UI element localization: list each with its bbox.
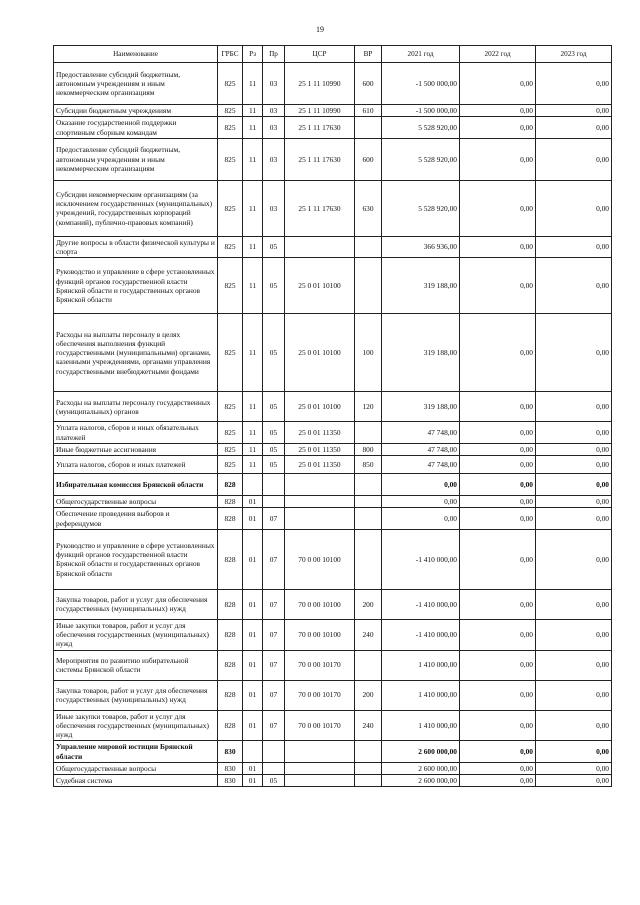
cell-vr [355,529,382,589]
table-row [54,529,612,589]
table-row [54,236,612,258]
cell-y2023: 0,00 [536,496,612,508]
cell-pr [263,762,285,774]
cell-name: Закупка товаров, работ и услуг для обеспечения государственных (муниципальных) нужд [54,680,218,710]
cell-rz: 11 [243,105,263,117]
cell-name: Иные закупки товаров, работ и услуг для обеспечения государственных (муниципальных) нужд [54,710,218,741]
cell-y2023: 0,00 [536,589,612,619]
table-row [54,443,612,455]
table-row [54,180,612,236]
cell-grbs: 828 [218,529,243,589]
cell-pr: 03 [263,63,285,105]
cell-vr: 120 [355,392,382,422]
cell-grbs: 825 [218,117,243,139]
cell-pr: 07 [263,529,285,589]
cell-y2023: 0,00 [536,619,612,650]
cell-csr: 25 0 01 10100 [285,392,355,422]
cell-pr: 03 [263,180,285,236]
cell-y2023: 0,00 [536,529,612,589]
cell-csr: 25 1 11 17630 [285,138,355,180]
cell-grbs: 828 [218,619,243,650]
cell-name: Избирательная комиссия Брянской области [54,474,218,496]
cell-vr: 850 [355,456,382,474]
table-row [54,474,612,496]
cell-y2021: 5 528 920,00 [382,180,460,236]
cell-csr: 25 1 11 17630 [285,180,355,236]
cell-y2023: 0,00 [536,236,612,258]
cell-grbs: 830 [218,762,243,774]
cell-y2022: 0,00 [460,105,536,117]
table-row [54,775,612,787]
cell-csr [285,236,355,258]
cell-name: Предоставление субсидий бюджетным, автономным учреждениям и иным некоммерческим организациям [54,63,218,105]
cell-y2023: 0,00 [536,508,612,530]
cell-y2022: 0,00 [460,63,536,105]
cell-y2021: 319 188,00 [382,392,460,422]
cell-y2023: 0,00 [536,762,612,774]
table-row [54,456,612,474]
table-row [54,105,612,117]
cell-y2021: 5 528 920,00 [382,117,460,139]
table-row [54,680,612,710]
cell-pr: 07 [263,710,285,741]
cell-y2021: 2 600 000,00 [382,775,460,787]
cell-y2021: 47 748,00 [382,443,460,455]
cell-rz: 11 [243,443,263,455]
cell-y2022: 0,00 [460,680,536,710]
cell-csr: 70 0 00 10100 [285,619,355,650]
cell-rz [243,741,263,763]
cell-vr [355,650,382,680]
col-header-grbs: ГРБС [218,46,243,63]
cell-grbs: 828 [218,680,243,710]
table-row [54,762,612,774]
cell-csr [285,508,355,530]
cell-grbs: 828 [218,474,243,496]
cell-rz: 11 [243,422,263,444]
table-row [54,589,612,619]
cell-y2022: 0,00 [460,258,536,314]
cell-pr: 05 [263,236,285,258]
cell-rz: 11 [243,138,263,180]
cell-csr: 25 0 01 10100 [285,314,355,392]
cell-csr: 70 0 00 10170 [285,650,355,680]
cell-name: Субсидии некоммерческим организациям (за исключением государственных (муниципальных) учреждений, государственных корпораций (компаний), публично-правовых компаний) [54,180,218,236]
cell-csr: 70 0 00 10170 [285,710,355,741]
col-header-2021: 2021 год [382,46,460,63]
cell-rz: 11 [243,456,263,474]
cell-csr: 25 1 11 17630 [285,117,355,139]
cell-y2022: 0,00 [460,650,536,680]
cell-pr: 05 [263,422,285,444]
cell-vr [355,508,382,530]
table-row [54,619,612,650]
cell-y2022: 0,00 [460,710,536,741]
table-row [54,63,612,105]
table-row [54,650,612,680]
cell-rz: 11 [243,63,263,105]
cell-pr: 05 [263,456,285,474]
cell-y2022: 0,00 [460,443,536,455]
cell-rz: 01 [243,619,263,650]
budget-table [53,45,612,787]
cell-name: Иные бюджетные ассигнования [54,443,218,455]
cell-pr: 07 [263,589,285,619]
cell-vr: 200 [355,680,382,710]
cell-y2023: 0,00 [536,117,612,139]
cell-vr: 600 [355,138,382,180]
cell-pr: 05 [263,443,285,455]
cell-y2021: 319 188,00 [382,314,460,392]
col-header-pr: Пр [263,46,285,63]
col-header-rz: Рз [243,46,263,63]
col-header-csr: ЦСР [285,46,355,63]
cell-vr: 200 [355,589,382,619]
table-row [54,710,612,741]
cell-y2022: 0,00 [460,762,536,774]
cell-y2021: 0,00 [382,508,460,530]
col-header-2022: 2022 год [460,46,536,63]
cell-pr [263,496,285,508]
cell-vr [355,474,382,496]
cell-y2021: 1 410 000,00 [382,650,460,680]
cell-vr: 610 [355,105,382,117]
cell-rz: 01 [243,650,263,680]
table-row [54,314,612,392]
cell-vr: 800 [355,443,382,455]
cell-name: Руководство и управление в сфере установленных функций органов государственной власти Брянской области и государственных органов Брянской области [54,529,218,589]
table-row [54,422,612,444]
cell-pr: 07 [263,680,285,710]
cell-y2022: 0,00 [460,529,536,589]
cell-grbs: 828 [218,589,243,619]
cell-vr [355,422,382,444]
cell-y2021: 47 748,00 [382,456,460,474]
cell-vr: 240 [355,619,382,650]
cell-name: Руководство и управление в сфере установленных функций органов государственной власти Брянской области и государственных органов Брянской области [54,258,218,314]
cell-vr [355,258,382,314]
cell-rz: 01 [243,496,263,508]
cell-y2022: 0,00 [460,138,536,180]
cell-y2022: 0,00 [460,496,536,508]
cell-grbs: 828 [218,508,243,530]
cell-grbs: 825 [218,105,243,117]
cell-y2021: -1 500 000,00 [382,63,460,105]
cell-rz: 01 [243,529,263,589]
cell-y2023: 0,00 [536,456,612,474]
cell-grbs: 825 [218,443,243,455]
cell-grbs: 830 [218,775,243,787]
cell-y2022: 0,00 [460,474,536,496]
cell-grbs: 825 [218,392,243,422]
cell-y2021: 2 600 000,00 [382,762,460,774]
cell-y2021: 47 748,00 [382,422,460,444]
cell-rz: 01 [243,775,263,787]
table-row [54,117,612,139]
cell-name: Субсидии бюджетным учреждениям [54,105,218,117]
cell-y2021: 1 410 000,00 [382,710,460,741]
cell-y2021: -1 410 000,00 [382,619,460,650]
cell-name: Закупка товаров, работ и услуг для обеспечения государственных (муниципальных) нужд [54,589,218,619]
cell-csr [285,474,355,496]
cell-pr: 05 [263,258,285,314]
cell-y2023: 0,00 [536,775,612,787]
cell-csr: 25 1 11 10990 [285,105,355,117]
table-row [54,138,612,180]
cell-y2022: 0,00 [460,619,536,650]
cell-y2023: 0,00 [536,650,612,680]
cell-vr: 100 [355,314,382,392]
cell-csr: 25 0 01 11350 [285,443,355,455]
cell-name: Общегосударственные вопросы [54,496,218,508]
cell-rz: 11 [243,180,263,236]
cell-y2023: 0,00 [536,680,612,710]
cell-csr: 25 0 01 10100 [285,258,355,314]
table-row [54,508,612,530]
cell-y2023: 0,00 [536,258,612,314]
cell-vr [355,775,382,787]
cell-name: Мероприятия по развитию избирательной системы Брянской области [54,650,218,680]
cell-vr: 240 [355,710,382,741]
cell-name: Уплата налогов, сборов и иных платежей [54,456,218,474]
cell-pr: 05 [263,775,285,787]
cell-name: Оказание государственной поддержки спортивным сборным командам [54,117,218,139]
cell-name: Предоставление субсидий бюджетным, автономным учреждениям и иным некоммерческим организациям [54,138,218,180]
table-row [54,741,612,763]
table-row [54,392,612,422]
col-header-vr: ВР [355,46,382,63]
cell-pr: 03 [263,105,285,117]
cell-csr: 70 0 00 10100 [285,529,355,589]
cell-grbs: 825 [218,180,243,236]
cell-grbs: 828 [218,710,243,741]
cell-y2022: 0,00 [460,180,536,236]
col-header-name: Наименование [54,46,218,63]
table-row [54,496,612,508]
cell-y2023: 0,00 [536,710,612,741]
cell-csr [285,762,355,774]
cell-y2022: 0,00 [460,236,536,258]
cell-rz: 01 [243,508,263,530]
cell-rz: 11 [243,258,263,314]
cell-y2021: 5 528 920,00 [382,138,460,180]
cell-pr [263,474,285,496]
cell-vr [355,496,382,508]
cell-y2022: 0,00 [460,741,536,763]
cell-y2022: 0,00 [460,589,536,619]
cell-y2021: 319 188,00 [382,258,460,314]
cell-vr [355,762,382,774]
cell-y2022: 0,00 [460,508,536,530]
cell-csr: 25 1 11 10990 [285,63,355,105]
cell-rz: 01 [243,680,263,710]
cell-grbs: 830 [218,741,243,763]
cell-pr: 05 [263,314,285,392]
cell-rz: 01 [243,589,263,619]
cell-y2022: 0,00 [460,775,536,787]
cell-rz [243,474,263,496]
cell-y2023: 0,00 [536,474,612,496]
cell-y2023: 0,00 [536,422,612,444]
cell-pr [263,741,285,763]
cell-csr [285,496,355,508]
cell-pr: 05 [263,392,285,422]
cell-csr: 70 0 00 10100 [285,589,355,619]
cell-name: Другие вопросы в области физической культуры и спорта [54,236,218,258]
cell-y2023: 0,00 [536,443,612,455]
cell-y2022: 0,00 [460,422,536,444]
cell-pr: 03 [263,138,285,180]
cell-csr: 70 0 00 10170 [285,680,355,710]
cell-grbs: 825 [218,422,243,444]
cell-pr: 07 [263,650,285,680]
cell-name: Судебная система [54,775,218,787]
cell-y2021: -1 410 000,00 [382,589,460,619]
cell-name: Расходы на выплаты персоналу в целях обеспечения выполнения функций государственными (муниципальными) органами, казенными учреждениями, органами управления государственными внебюджетными фондами [54,314,218,392]
cell-rz: 11 [243,314,263,392]
cell-rz: 01 [243,762,263,774]
cell-vr [355,117,382,139]
cell-rz: 11 [243,117,263,139]
cell-name: Уплата налогов, сборов и иных обязательных платежей [54,422,218,444]
cell-y2022: 0,00 [460,314,536,392]
cell-y2022: 0,00 [460,456,536,474]
cell-rz: 01 [243,710,263,741]
cell-csr [285,775,355,787]
cell-y2023: 0,00 [536,63,612,105]
cell-grbs: 825 [218,138,243,180]
cell-y2023: 0,00 [536,741,612,763]
header-row [54,46,612,63]
cell-y2021: 0,00 [382,474,460,496]
cell-vr [355,236,382,258]
cell-y2021: -1 410 000,00 [382,529,460,589]
cell-vr: 600 [355,63,382,105]
cell-grbs: 825 [218,258,243,314]
cell-y2023: 0,00 [536,138,612,180]
cell-grbs: 828 [218,496,243,508]
cell-vr [355,741,382,763]
table-row [54,258,612,314]
cell-rz: 11 [243,236,263,258]
col-header-2023: 2023 год [536,46,612,63]
cell-y2021: -1 500 000,00 [382,105,460,117]
cell-csr: 25 0 01 11350 [285,422,355,444]
cell-y2023: 0,00 [536,105,612,117]
cell-y2023: 0,00 [536,392,612,422]
cell-y2023: 0,00 [536,314,612,392]
cell-y2021: 1 410 000,00 [382,680,460,710]
cell-name: Общегосударственные вопросы [54,762,218,774]
cell-y2021: 0,00 [382,496,460,508]
cell-grbs: 825 [218,236,243,258]
cell-rz: 11 [243,392,263,422]
cell-pr: 07 [263,508,285,530]
cell-grbs: 828 [218,650,243,680]
cell-y2022: 0,00 [460,392,536,422]
cell-name: Иные закупки товаров, работ и услуг для обеспечения государственных (муниципальных) нужд [54,619,218,650]
cell-grbs: 825 [218,456,243,474]
cell-name: Управление мировой юстиции Брянской области [54,741,218,763]
cell-y2023: 0,00 [536,180,612,236]
cell-pr: 07 [263,619,285,650]
cell-csr [285,741,355,763]
page-number: 19 [316,25,324,34]
cell-y2021: 2 600 000,00 [382,741,460,763]
cell-pr: 03 [263,117,285,139]
cell-vr: 630 [355,180,382,236]
cell-grbs: 825 [218,63,243,105]
cell-csr: 25 0 01 11350 [285,456,355,474]
cell-name: Расходы на выплаты персоналу государственных (муниципальных) органов [54,392,218,422]
cell-name: Обеспечение проведения выборов и референдумов [54,508,218,530]
cell-y2021: 366 936,00 [382,236,460,258]
cell-y2022: 0,00 [460,117,536,139]
cell-grbs: 825 [218,314,243,392]
